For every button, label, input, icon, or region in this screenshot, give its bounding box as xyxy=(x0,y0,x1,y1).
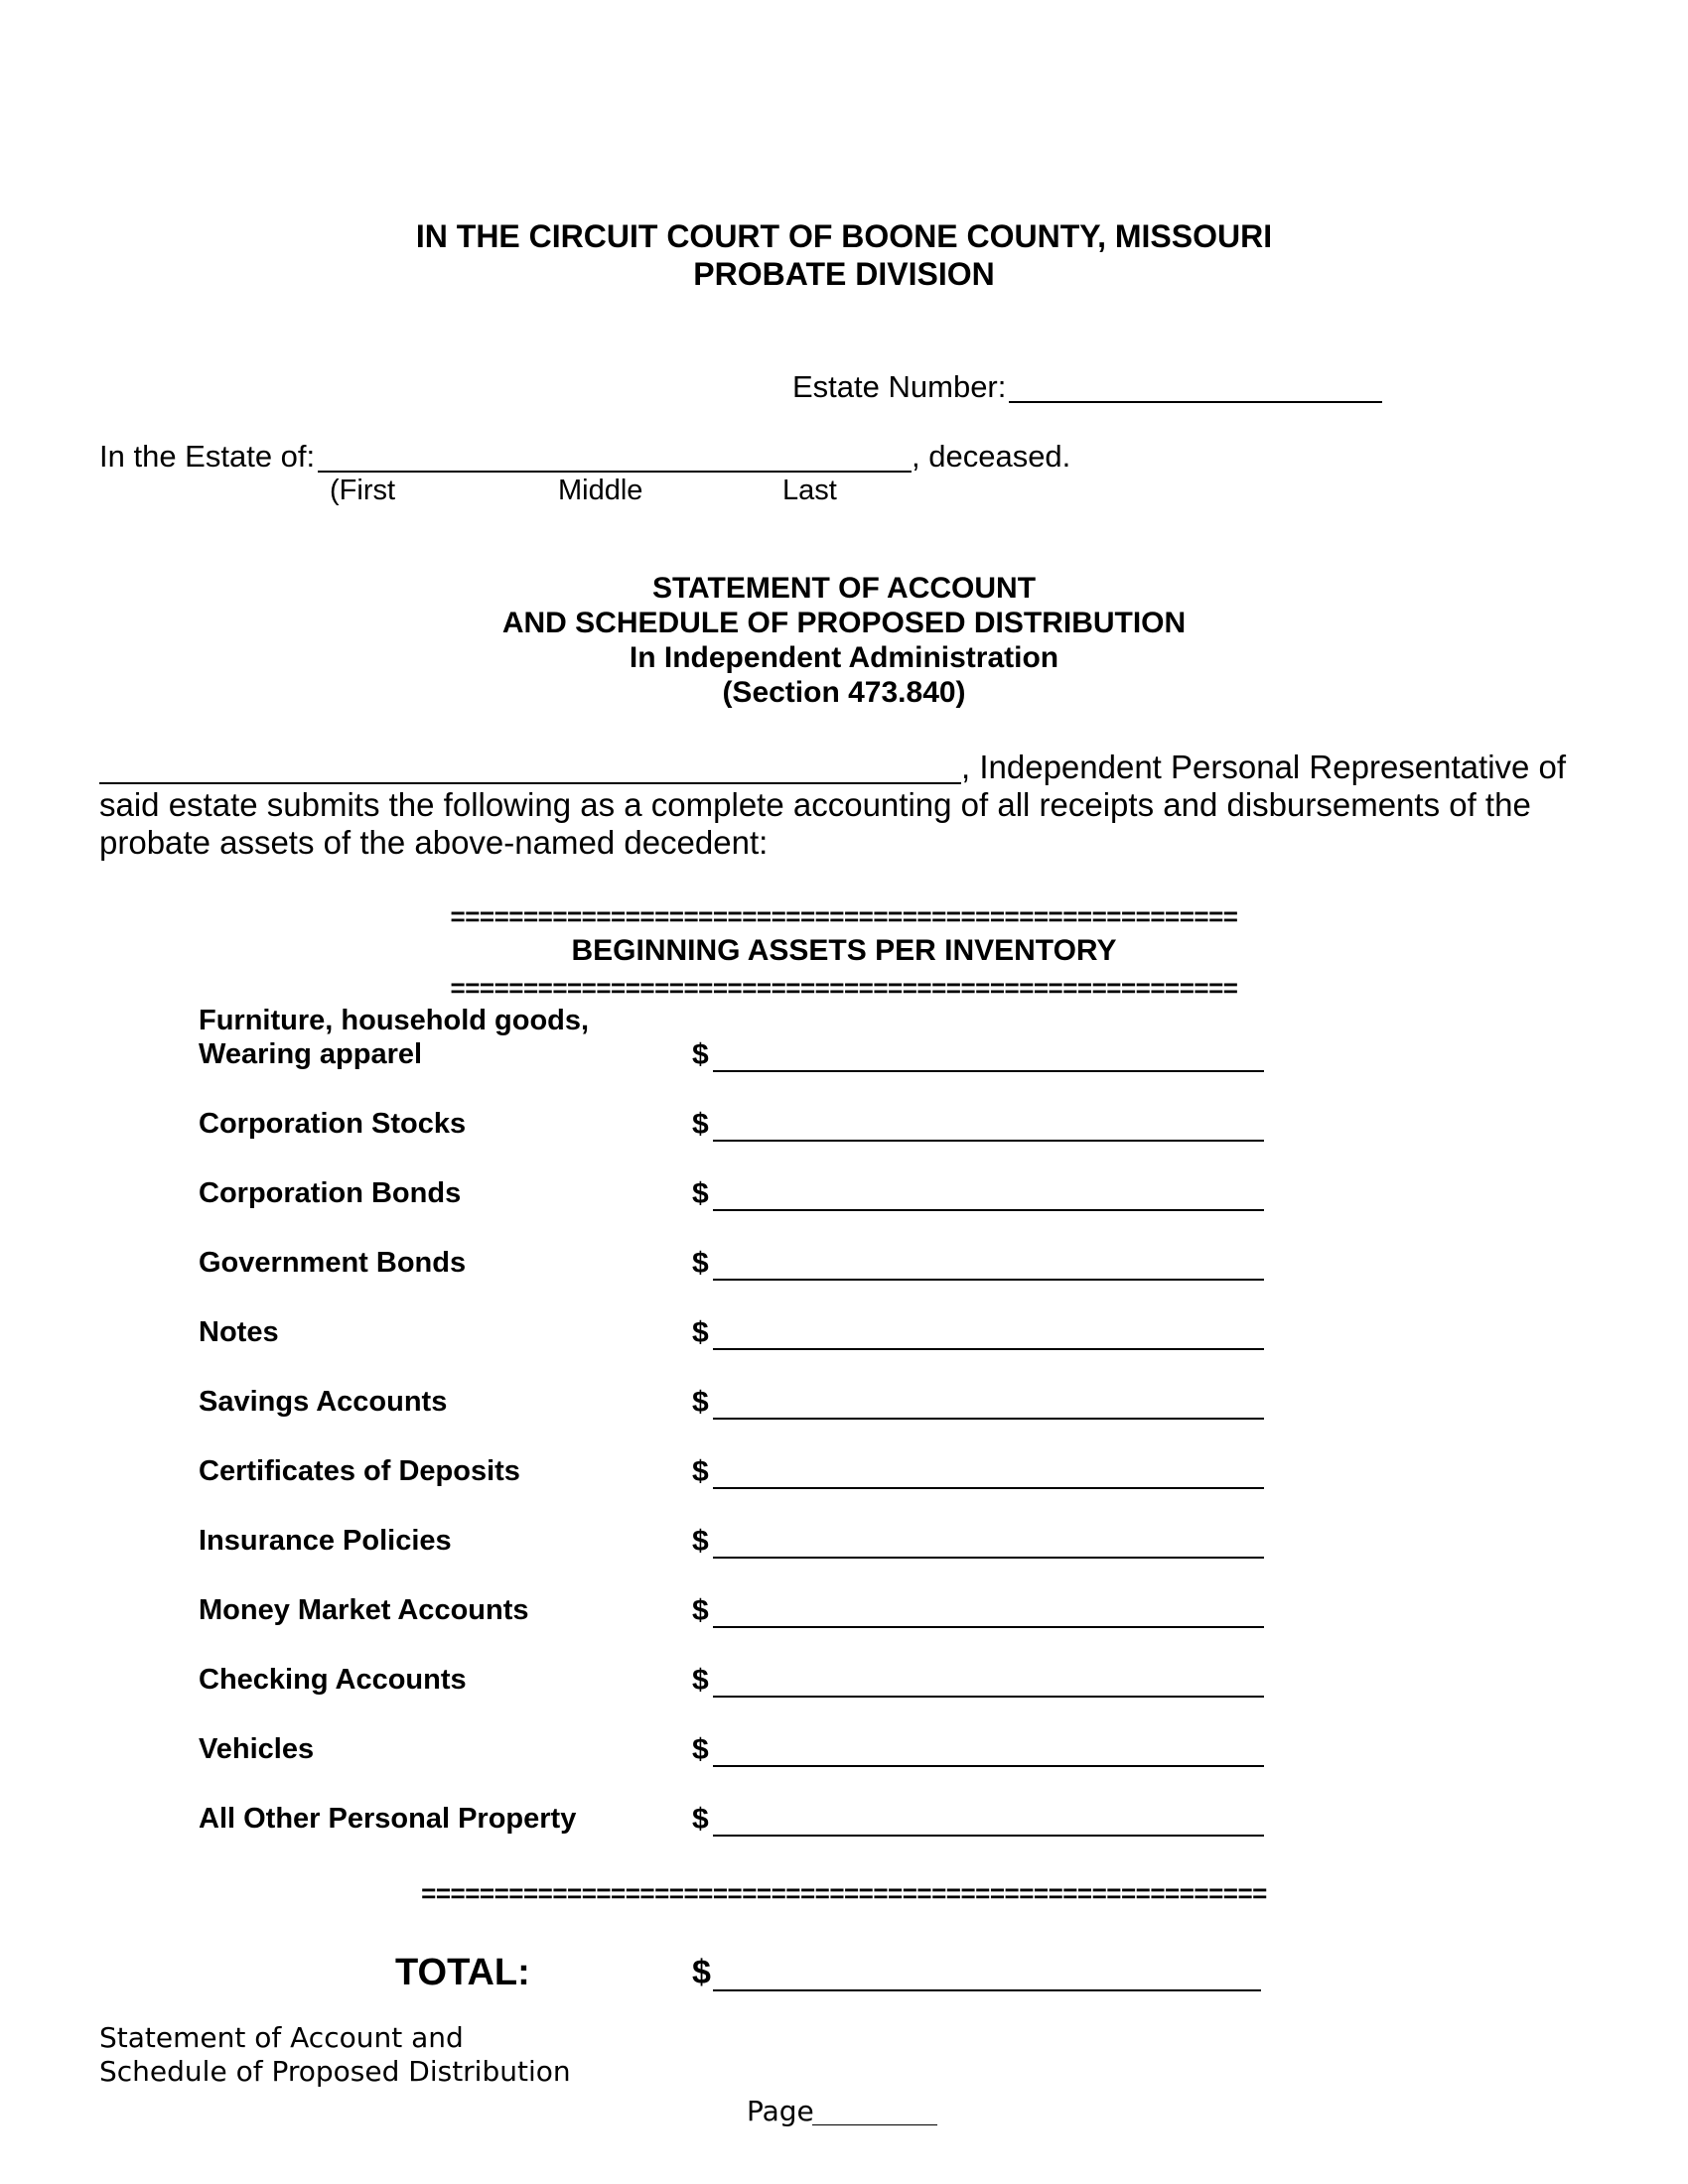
asset-amount-certificates-of-deposits[interactable] xyxy=(713,1487,1264,1489)
asset-amount-vehicles[interactable] xyxy=(713,1765,1264,1767)
asset-amount-corporation-bonds[interactable] xyxy=(713,1209,1264,1211)
asset-amount-notes[interactable] xyxy=(713,1348,1264,1350)
asset-label-checking-accounts: Checking Accounts xyxy=(199,1664,467,1696)
intro-line-1: , Independent Personal Representative of xyxy=(961,749,1567,785)
estate-number-label: Estate Number: xyxy=(792,369,1007,404)
asset-label-money-market-accounts: Money Market Accounts xyxy=(199,1594,529,1626)
asset-label-furniture-line1: Furniture, household goods, xyxy=(199,1005,590,1036)
asset-dollar-corporation-bonds: $ xyxy=(692,1177,709,1210)
asset-dollar-other-personal-property: $ xyxy=(692,1803,709,1836)
intro-line-2: said estate submits the following as a complete accounting of all receipts and disbursements of the xyxy=(99,786,1531,823)
asset-amount-money-market-accounts[interactable] xyxy=(713,1626,1264,1628)
section-heading: BEGINNING ASSETS PER INVENTORY xyxy=(571,934,1117,967)
total-amount-field[interactable] xyxy=(713,1989,1261,1991)
representative-name-field[interactable] xyxy=(99,782,961,784)
total-label: TOTAL: xyxy=(395,1952,530,1993)
estate-number-field[interactable] xyxy=(1009,401,1382,403)
asset-label-furniture-line2: Wearing apparel xyxy=(199,1038,423,1070)
estate-of-label: In the Estate of: xyxy=(99,439,316,474)
asset-label-insurance-policies: Insurance Policies xyxy=(199,1525,452,1557)
asset-dollar-savings-accounts: $ xyxy=(692,1386,709,1419)
asset-amount-savings-accounts[interactable] xyxy=(713,1418,1264,1420)
page-label: Page xyxy=(747,2095,814,2127)
asset-label-other-personal-property: All Other Personal Property xyxy=(199,1803,577,1835)
decedent-name-field[interactable] xyxy=(318,471,912,473)
deceased-suffix: , deceased. xyxy=(912,439,1071,474)
asset-amount-furniture[interactable] xyxy=(713,1070,1264,1072)
asset-label-certificates-of-deposits: Certificates of Deposits xyxy=(199,1455,520,1487)
asset-dollar-checking-accounts: $ xyxy=(692,1664,709,1697)
asset-dollar-furniture: $ xyxy=(692,1038,709,1071)
asset-label-government-bonds: Government Bonds xyxy=(199,1247,467,1279)
asset-dollar-notes: $ xyxy=(692,1316,709,1349)
asset-label-corporation-bonds: Corporation Bonds xyxy=(199,1177,462,1209)
asset-dollar-corporation-stocks: $ xyxy=(692,1108,709,1141)
asset-dollar-vehicles: $ xyxy=(692,1733,709,1766)
asset-amount-government-bonds[interactable] xyxy=(713,1279,1264,1281)
title-line-1: STATEMENT OF ACCOUNT xyxy=(651,572,1037,605)
title-line-3: In Independent Administration xyxy=(629,641,1059,674)
asset-amount-insurance-policies[interactable] xyxy=(713,1557,1264,1559)
asset-amount-corporation-stocks[interactable] xyxy=(713,1140,1264,1142)
title-line-4: (Section 473.840) xyxy=(722,676,966,709)
court-heading: IN THE CIRCUIT COURT OF BOONE COUNTY, MISSOURI xyxy=(415,218,1273,254)
footer-line-2: Schedule of Proposed Distribution xyxy=(99,2055,571,2088)
asset-dollar-certificates-of-deposits: $ xyxy=(692,1455,709,1488)
asset-label-notes: Notes xyxy=(199,1316,279,1348)
separator-top: ====================================================== xyxy=(450,901,1238,931)
asset-dollar-insurance-policies: $ xyxy=(692,1525,709,1558)
name-part-first: (First xyxy=(330,475,396,506)
footer-line-1: Statement of Account and xyxy=(99,2021,464,2054)
title-line-2: AND SCHEDULE OF PROPOSED DISTRIBUTION xyxy=(501,607,1187,639)
asset-label-savings-accounts: Savings Accounts xyxy=(199,1386,448,1418)
separator-total: ========================================================== xyxy=(421,1878,1267,1908)
asset-dollar-money-market-accounts: $ xyxy=(692,1594,709,1627)
separator-bottom: ====================================================== xyxy=(450,973,1238,1003)
intro-line-3: probate assets of the above-named decedent: xyxy=(99,824,769,861)
asset-amount-other-personal-property[interactable] xyxy=(713,1835,1264,1837)
asset-amount-checking-accounts[interactable] xyxy=(713,1696,1264,1698)
asset-label-vehicles: Vehicles xyxy=(199,1733,315,1765)
division-heading: PROBATE DIVISION xyxy=(693,256,995,292)
asset-label-corporation-stocks: Corporation Stocks xyxy=(199,1108,467,1140)
page-number-field[interactable] xyxy=(812,2124,937,2125)
asset-dollar-government-bonds: $ xyxy=(692,1247,709,1280)
total-dollar: $ xyxy=(692,1954,711,1991)
name-part-middle: Middle xyxy=(558,475,643,506)
name-part-last: Last xyxy=(782,475,837,506)
